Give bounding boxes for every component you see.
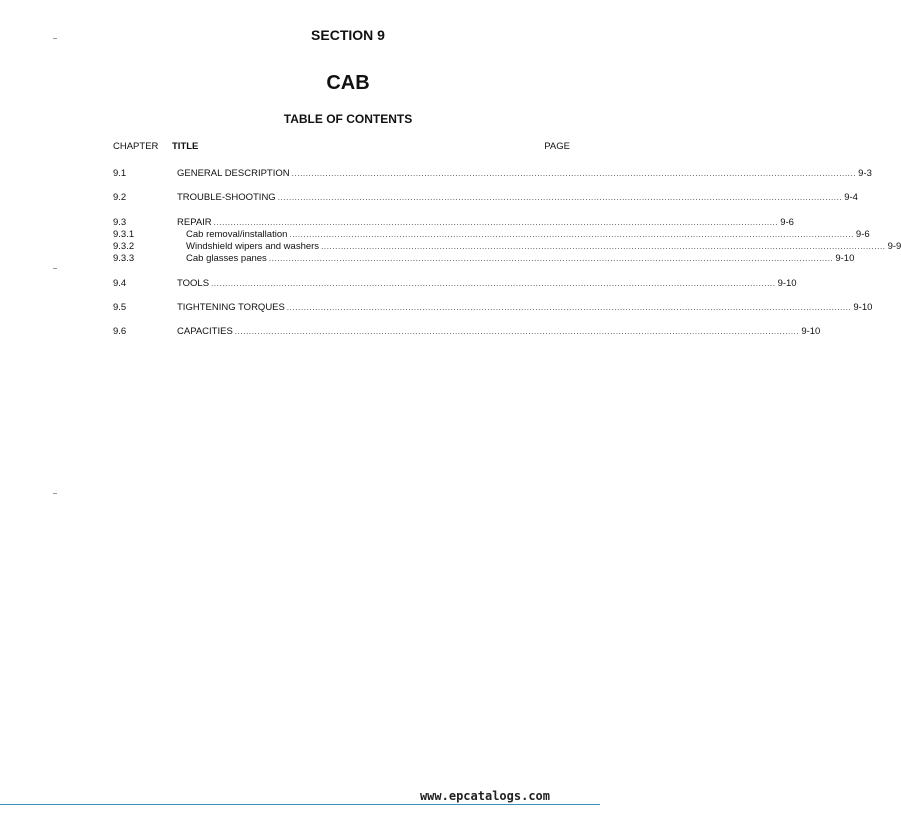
toc-entry-title: TIGHTENING TORQUES: [177, 302, 285, 313]
toc-entry-title: Cab removal/installation: [186, 229, 288, 240]
toc-entry-title: CAPACITIES: [177, 326, 233, 337]
toc-entry-page: 9-9: [887, 241, 901, 252]
toc-entry[interactable]: [113, 192, 858, 203]
toc-entry-number: 9.6: [113, 326, 127, 337]
toc-entry-page: 9-10: [801, 326, 821, 337]
scan-speck: [53, 268, 57, 269]
toc-entry-title: Cab glasses panes: [186, 253, 267, 264]
toc-entry-title: TROUBLE-SHOOTING: [177, 192, 276, 203]
toc-entry-page: 9-10: [853, 302, 873, 313]
dot-leader: ........................................................................................................................................................................................................: [321, 242, 886, 251]
toc-entry[interactable]: [113, 278, 797, 289]
toc-entry-title: REPAIR: [177, 217, 212, 228]
toc-entry[interactable]: [113, 302, 873, 313]
title-column-header: TITLE: [172, 141, 199, 152]
toc-entry-page: 9-6: [780, 217, 794, 228]
toc-entry-page: 9-6: [855, 229, 870, 240]
toc-heading: TABLE OF CONTENTS: [283, 112, 413, 126]
toc-entry-title: Windshield wipers and washers: [186, 241, 320, 252]
toc-subentry[interactable]: [113, 253, 855, 264]
scan-speck: [53, 493, 57, 494]
toc-entry-number: 9.1: [113, 168, 127, 179]
footer-rule: [0, 804, 600, 805]
toc-entry-page: 9-10: [835, 253, 855, 264]
toc-entry-page: 9-3: [858, 168, 872, 179]
dot-leader: ........................................................................................................................................................................................................: [291, 169, 857, 178]
toc-entry-number: 9.3: [113, 217, 127, 228]
section-heading: SECTION 9: [311, 27, 385, 43]
toc-entry-number: 9.3.2: [113, 241, 135, 252]
toc-entry-number: 9.5: [113, 302, 127, 313]
toc-entry[interactable]: [113, 168, 872, 179]
toc-entry-number: 9.3.1: [113, 229, 135, 240]
dot-leader: ........................................................................................................................................................................................................: [277, 193, 843, 202]
toc-entry-title: TOOLS: [177, 278, 210, 289]
watermark-url: www.epcatalogs.com: [419, 789, 550, 803]
toc-entry-page: 9-4: [844, 192, 858, 203]
dot-leader: ........................................................................................................................................................................................................: [234, 327, 800, 336]
chapter-column-header: CHAPTER: [113, 141, 159, 152]
toc-entry-title: GENERAL DESCRIPTION: [177, 168, 290, 179]
toc-entry-page: 9-10: [777, 278, 797, 289]
dot-leader: ........................................................................................................................................................................................................: [211, 279, 776, 288]
page-title: CAB: [326, 72, 370, 94]
toc-subentry[interactable]: [113, 241, 901, 252]
toc-entry-number: 9.2: [113, 192, 127, 203]
toc-entry-number: 9.4: [113, 278, 127, 289]
page-column-header: PAGE: [544, 141, 570, 152]
toc-entry[interactable]: [113, 217, 794, 228]
dot-leader: ........................................................................................................................................................................................................: [268, 254, 834, 263]
dot-leader: ........................................................................................................................................................................................................: [286, 303, 852, 312]
dot-leader: ........................................................................................................................................................................................................: [289, 230, 854, 239]
toc-entry[interactable]: [113, 326, 821, 337]
scan-speck: [53, 38, 57, 39]
dot-leader: ........................................................................................................................................................................................................: [213, 218, 779, 227]
toc-subentry[interactable]: [113, 229, 870, 240]
toc-entry-number: 9.3.3: [113, 253, 135, 264]
